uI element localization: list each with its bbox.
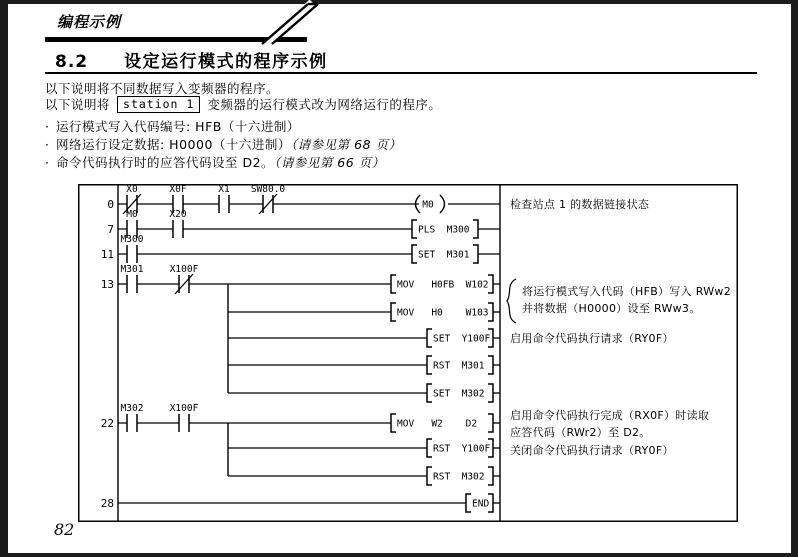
chapter-arrow-icon — [245, 0, 325, 50]
svg-text:X1: X1 — [218, 184, 230, 195]
bullet-2-text: 网络运行设定数据: H0000（十六进制） — [56, 137, 291, 152]
svg-text:RST M302: RST M302 — [433, 471, 485, 483]
svg-text:关闭命令代码执行请求（RY0F）: 关闭命令代码执行请求（RY0F） — [510, 444, 674, 457]
ladder-rung-0 — [107, 184, 650, 214]
ladder-rung-11 — [101, 234, 500, 263]
ladder-rung-13 — [101, 264, 731, 402]
svg-text:M300: M300 — [120, 234, 144, 245]
svg-text:28: 28 — [100, 497, 114, 510]
intro-line-1: 以下说明将不同数据写入变频器的程序。 — [45, 81, 280, 96]
bullet-3-text: 命令代码执行时的应答代码设至 D2。 — [56, 155, 275, 170]
ladder-svg — [78, 184, 738, 522]
svg-text:X0F: X0F — [169, 184, 187, 195]
svg-text:M301: M301 — [120, 264, 144, 275]
svg-text:X100F: X100F — [169, 403, 199, 414]
svg-text:RST Y100F: RST Y100F — [433, 443, 491, 455]
svg-text:22: 22 — [100, 417, 114, 430]
svg-text:并将数据（H0000）设至 RWw3。: 并将数据（H0000）设至 RWw3。 — [522, 302, 701, 315]
comment-brace — [507, 279, 516, 323]
bullet-marker: · — [45, 119, 50, 134]
svg-text:X100F: X100F — [169, 264, 199, 275]
svg-text:SW80.0: SW80.0 — [250, 184, 286, 195]
bullet-marker: · — [45, 137, 50, 152]
svg-text:END: END — [472, 498, 490, 510]
ladder-rung-22 — [101, 403, 709, 485]
bullet-2-ref: （请参见第 68 页） — [290, 137, 402, 152]
intro-line-2-pre: 以下说明将 — [45, 97, 111, 112]
scan-edge-top — [0, 0, 798, 4]
bullet-1-text: 运行模式写入代码编号: HFB（十六进制） — [56, 119, 300, 134]
svg-text:0: 0 — [107, 198, 114, 211]
svg-text:M302: M302 — [120, 403, 144, 414]
bullet-item-2 — [45, 135, 402, 153]
svg-text:M0: M0 — [126, 209, 138, 220]
bullet-item-1 — [45, 117, 300, 135]
svg-text:X20: X20 — [169, 209, 187, 220]
section-number: 8.2 — [55, 52, 89, 72]
svg-text:MOV H0FB W102: MOV H0FB W102 — [397, 279, 489, 291]
svg-text:SET Y100F: SET Y100F — [433, 333, 491, 345]
svg-text:检查站点 1 的数据链接状态: 检查站点 1 的数据链接状态 — [510, 198, 650, 211]
bullet-marker: · — [45, 155, 50, 170]
ladder-rung-7 — [107, 209, 500, 238]
svg-text:启用命令代码执行请求（RY0F）: 启用命令代码执行请求（RY0F） — [510, 332, 674, 345]
svg-text:将运行模式写入代码（HFB）写入 RWw2: 将运行模式写入代码（HFB）写入 RWw2 — [522, 285, 732, 298]
bullet-3-ref: （请参见第 66 页） — [274, 155, 385, 170]
section-title: 设定运行模式的程序示例 — [124, 52, 328, 72]
svg-text:X0: X0 — [126, 184, 138, 195]
svg-text:PLS M300: PLS M300 — [418, 224, 470, 236]
svg-text:启用命令代码执行完成（RX0F）时读取: 启用命令代码执行完成（RX0F）时读取 — [510, 409, 710, 422]
station-label: station 1 — [117, 96, 200, 113]
svg-text:应答代码（RWr2）至 D2。: 应答代码（RWr2）至 D2。 — [510, 426, 651, 439]
scan-edge-bottom — [0, 553, 798, 557]
page-number: 82 — [54, 520, 75, 539]
section-heading — [55, 47, 328, 72]
ladder-rung-28 — [101, 494, 500, 512]
bullet-item-3 — [45, 153, 385, 171]
scan-edge-left — [0, 0, 8, 557]
ladder-figure — [78, 184, 738, 522]
svg-text:M0: M0 — [422, 199, 434, 211]
intro-line-2 — [45, 95, 441, 113]
scan-edge-right — [791, 0, 798, 557]
intro-line-2-post: 变频器的运行模式改为网络运行的程序。 — [207, 97, 442, 112]
svg-text:RST M301: RST M301 — [433, 360, 485, 372]
section-rule — [45, 72, 757, 74]
svg-text:13: 13 — [100, 278, 114, 291]
chapter-title: 编程示例 — [57, 13, 122, 31]
svg-text:SET M301: SET M301 — [418, 249, 470, 261]
svg-text:11: 11 — [100, 248, 114, 261]
svg-text:MOV W2 D2: MOV W2 D2 — [397, 418, 478, 430]
svg-text:7: 7 — [107, 223, 114, 236]
svg-text:SET M302: SET M302 — [433, 388, 485, 400]
svg-text:MOV H0 W103: MOV H0 W103 — [397, 307, 489, 319]
